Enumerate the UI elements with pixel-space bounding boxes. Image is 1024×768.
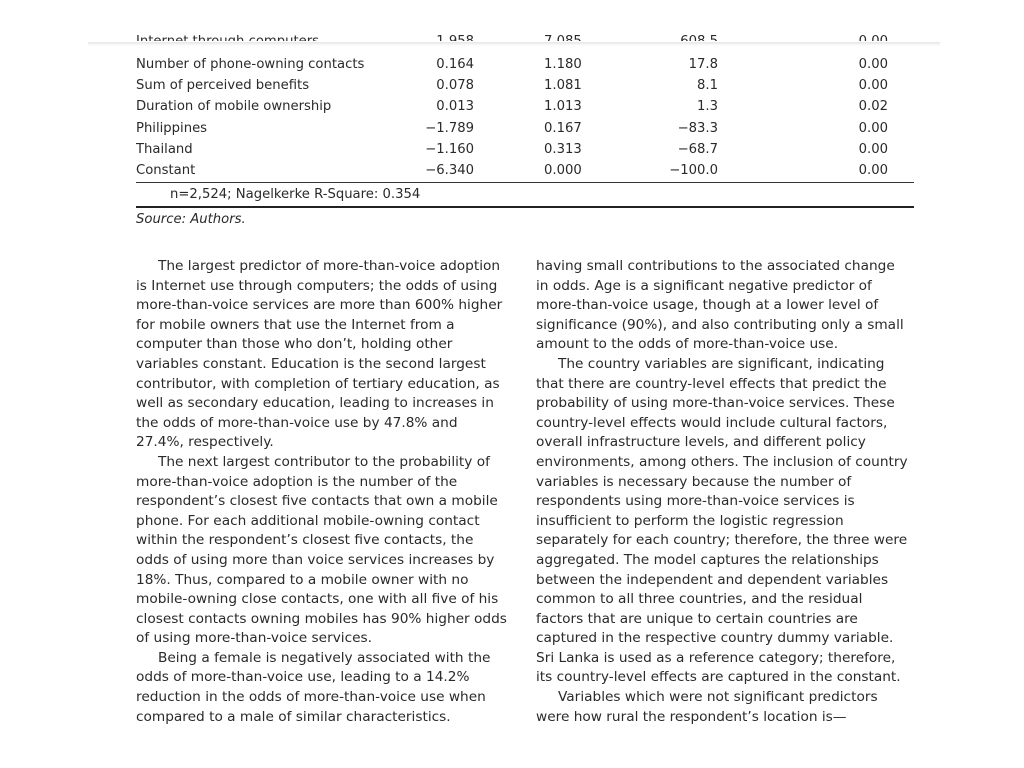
- table-row: [136, 54, 914, 75]
- variable-label: Sum of perceived benefits: [136, 78, 310, 93]
- exp-b: 1.013: [544, 99, 582, 114]
- variable-label: Thailand: [136, 142, 193, 157]
- table-row: [136, 139, 914, 160]
- coefficient-b: 0.013: [436, 99, 474, 114]
- table-row: [136, 96, 914, 117]
- table-row: [136, 118, 914, 139]
- exp-b: 1.180: [544, 57, 582, 72]
- percent-change: −83.3: [677, 121, 718, 136]
- exp-b: 1.081: [544, 78, 582, 93]
- text-column-left: [136, 257, 508, 727]
- variable-label: Constant: [136, 163, 196, 178]
- percent-change: 17.8: [688, 57, 718, 72]
- exp-b: 0.167: [544, 121, 582, 136]
- percent-change: −100.0: [669, 163, 718, 178]
- percent-change: 8.1: [697, 78, 718, 93]
- paragraph: The largest predictor of more-than-voice adoption is Internet use through computers; the odds of using more-than-voice services are more than 600% higher for mobile owners that use the Internet from a computer than those who don’t, holding other variables constant. Education is the second largest contributor, with completion of tertiary education, as well as secondary education, leading to increases in the odds of more-than-voice use by 47.8% and 27.4%, respectively.: [136, 258, 503, 451]
- percent-change: −68.7: [677, 142, 718, 157]
- coefficient-b: −1.160: [425, 142, 474, 157]
- significance: 0.00: [858, 163, 888, 178]
- paragraph: having small contributions to the associated change in odds. Age is a significant negative predictor of more-than-voice usage, though at a lower level of significance (90%), and also contributing only a small amount to the odds of more-than-voice use.: [536, 258, 904, 353]
- table-row: [136, 75, 914, 96]
- significance: 0.00: [858, 57, 888, 72]
- significance: 0.00: [858, 121, 888, 136]
- significance: 0.02: [858, 99, 888, 114]
- variable-label: Philippines: [136, 121, 208, 136]
- table-source: Source: Authors.: [136, 212, 246, 227]
- table-rule: [136, 182, 914, 183]
- coefficient-b: 0.164: [436, 57, 474, 72]
- coefficient-b: −1.789: [425, 121, 474, 136]
- significance: 0.00: [858, 78, 888, 93]
- exp-b: 0.000: [544, 163, 582, 178]
- variable-label: Number of phone-owning contacts: [136, 57, 365, 72]
- percent-change: 1.3: [697, 99, 718, 114]
- variable-label: Duration of mobile ownership: [136, 99, 332, 114]
- page-top-edge: [88, 42, 940, 46]
- text-column-right: [536, 257, 908, 727]
- table-row: [136, 160, 914, 181]
- paragraph: The country variables are significant, indicating that there are country-level effects that predict the probability of using more-than-voice services. These country-level effects would include cultural factors, overall infrastructure levels, and different policy environments, among others. The inclusion of country variables is necessary because the number of respondents using more-than-voice services is insufficient to perform the logistic regression separately for each country; therefore, the three were aggregated. The model captures the relationships between the independent and dependent variables common to all three countries, and the residual factors that are unique to certain countries are captured in the respective country dummy variable. Sri Lanka is used as a reference category; therefore, its country-level effects are captured in the constant.: [536, 355, 908, 686]
- exp-b: 0.313: [544, 142, 582, 157]
- table-note: n=2,524; Nagelkerke R-Square: 0.354: [170, 187, 421, 202]
- coefficient-b: −6.340: [425, 163, 474, 178]
- significance: 0.00: [858, 142, 888, 157]
- paragraph: Variables which were not significant predictors were how rural the respondent’s location is—: [536, 689, 878, 725]
- table-bottom-rule: [136, 206, 914, 208]
- paragraph: The next largest contributor to the probability of more-than-voice adoption is the number of the respondent’s closest five contacts that own a mobile phone. For each additional mobile-owning contact within the respondent’s closest five contacts, the odds of using more than voice services increases by 18%. Thus, compared to a mobile owner with no mobile-owning close contacts, one with all five of his closest contacts owning mobiles has 90% higher odds of using more-than-voice services.: [136, 453, 507, 647]
- coefficient-b: 0.078: [436, 78, 474, 93]
- paragraph: Being a female is negatively associated with the odds of more-than-voice use, leading to a 14.2% reduction in the odds of more-than-voice use when compared to a male of similar characteristics.: [136, 649, 491, 725]
